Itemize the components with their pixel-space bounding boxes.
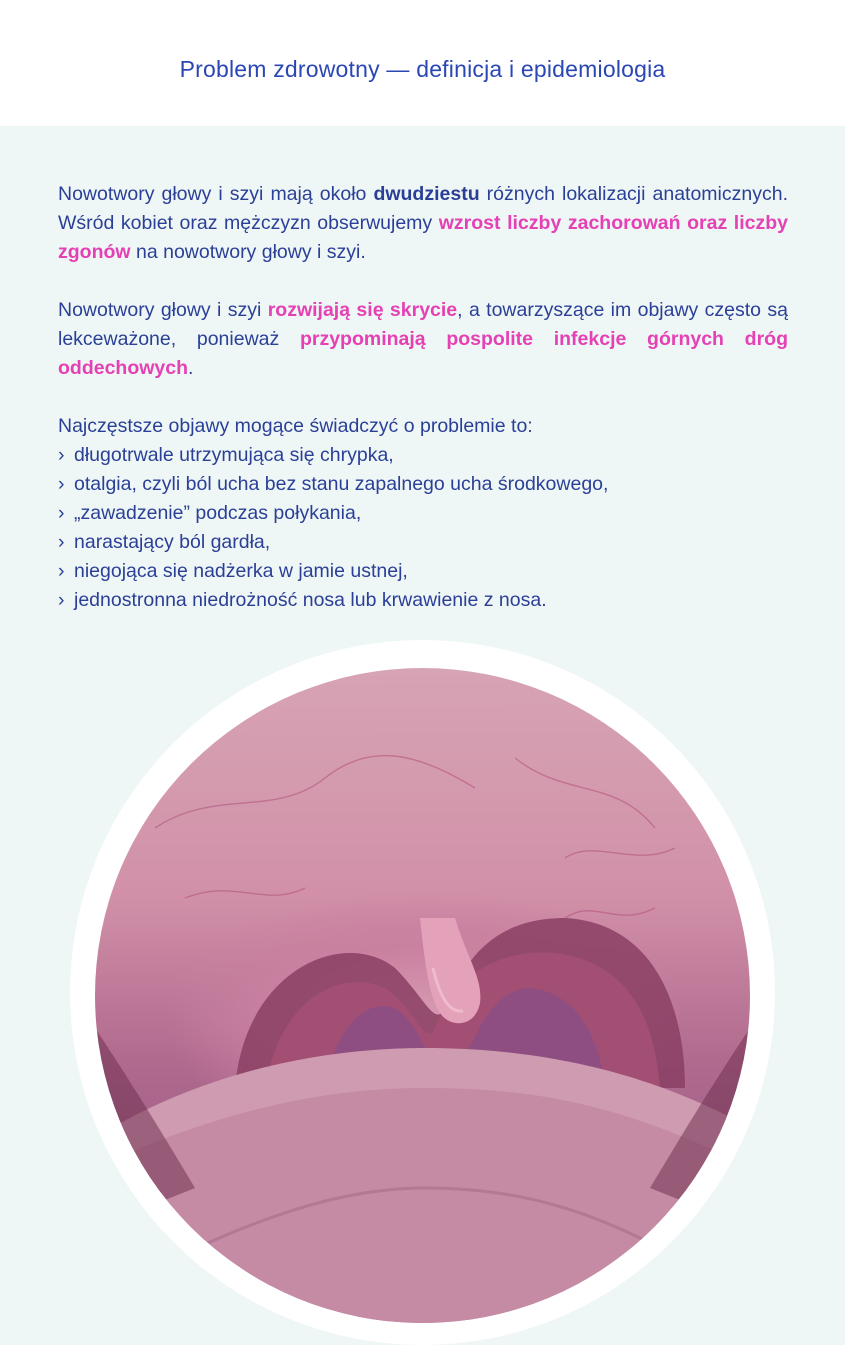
list-item [58,528,788,557]
highlight-incidence-increase: wzrost liczby zachorowań oraz liczby zgonów [58,212,788,263]
paragraph-intro-text-1: Nowotwory głowy i szyi mają około [58,183,374,205]
paragraph-intro-text-2: różnych lokalizacji anatomicznych. Wśród kobiet oraz mężczyzn obserwujemy [58,183,788,234]
symptoms-section [58,412,788,615]
chevron-right-icon: › [58,589,65,611]
header-band [0,0,845,126]
paragraph-development-text-1: Nowotwory głowy i szyi [58,299,268,321]
list-item [58,557,788,586]
page-title: Problem zdrowotny — definicja i epidemiologia [179,56,666,82]
symptom-text: jednostronna niedrożność nosa lub krwawienie z nosa. [74,589,547,611]
bold-term-twenty: dwudziestu [373,183,480,205]
symptom-text: niegojąca się nadżerka w jamie ustnej, [74,560,408,582]
symptoms-intro: Najczęstsze objawy mogące świadczyć o problemie to: [58,415,533,437]
list-item [58,499,788,528]
paragraph-development [58,296,788,383]
list-item [58,586,788,615]
chevron-right-icon: › [58,531,65,553]
symptom-text: otalgia, czyli ból ucha bez stanu zapalnego ucha środkowego, [74,473,609,495]
highlight-resemble-infections: przypominają pospolite infekcje górnych dróg oddechowych [58,328,788,379]
chevron-right-icon: › [58,502,65,524]
chevron-right-icon: › [58,444,65,466]
highlight-develop-silently: rozwijają się skrycie [267,299,458,321]
throat-photo [95,668,750,1323]
paragraph-intro-text-3: na nowotwory głowy i szyi. [130,241,366,263]
symptom-text: narastający ból gardła, [74,531,271,553]
symptom-list [58,441,788,615]
paragraph-development-text-3: . [188,357,194,379]
symptom-text: długotrwale utrzymująca się chrypka, [74,444,394,466]
chevron-right-icon: › [58,560,65,582]
paragraph-intro [58,180,788,267]
list-item [58,441,788,470]
list-item [58,470,788,499]
symptom-text: „zawadzenie” podczas połykania, [74,502,362,524]
throat-illustration [95,668,750,1323]
chevron-right-icon: › [58,473,65,495]
main-content [58,180,788,615]
paragraph-development-text-2: , a towarzyszące im objawy często są lekceważone, ponieważ [58,299,788,350]
